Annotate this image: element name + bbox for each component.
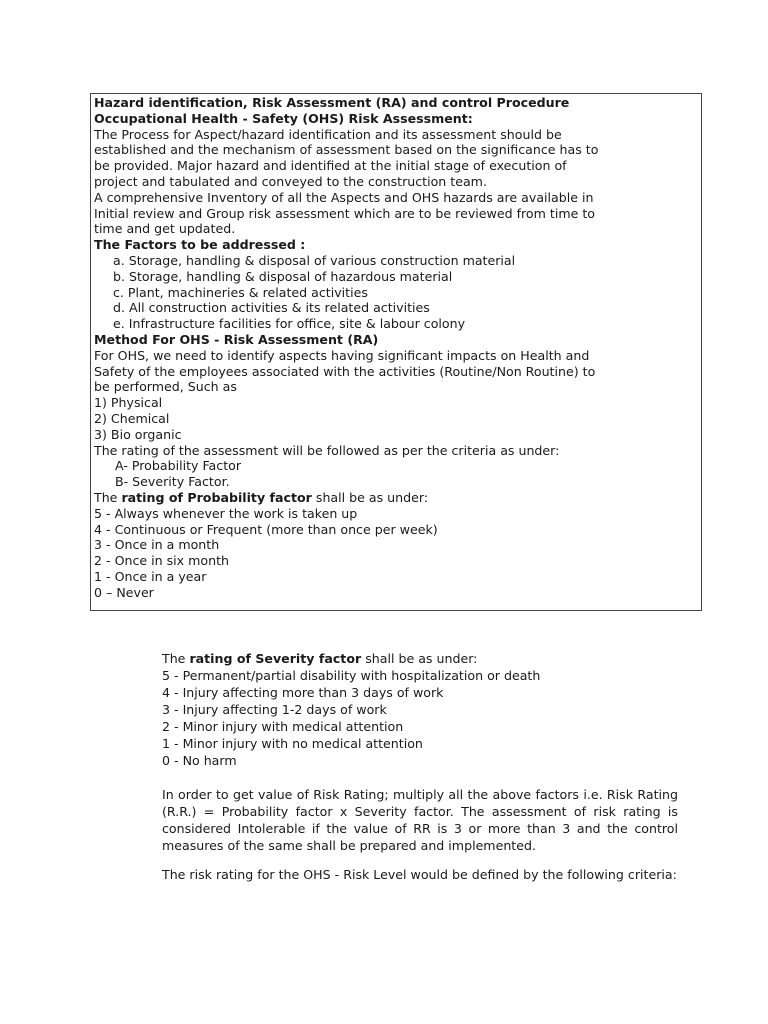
method-line: 1) Physical [94,395,163,411]
probability-suffix: shall be as under: [311,489,429,505]
severity-prefix: The [162,651,190,666]
criteria-item: B- Severity Factor. [115,474,230,490]
severity-bold: rating of Severity factor [189,651,362,666]
severity-section [162,650,678,769]
intro-line: The Process for Aspect/hazard identification and its assessment should be [94,126,562,142]
factors-heading: The Factors to be addressed : [94,237,306,253]
method-line: 3) Bio organic [94,426,182,442]
intro-line: project and tabulated and conveyed to the construction team. [94,173,487,189]
factor-item: e. Infrastructure facilities for office, site & labour colony [113,316,466,332]
severity-item: 2 - Minor injury with medical attention [162,719,404,734]
probability-item: 1 - Once in a year [94,568,207,584]
severity-item: 4 - Injury affecting more than 3 days of work [162,685,444,700]
method-line: For OHS, we need to identify aspects having significant impacts on Health and [94,347,590,363]
probability-item: 0 – Never [94,584,154,600]
factor-item: d. All construction activities & its related activities [113,300,430,316]
probability-item: 5 - Always whenever the work is taken up [94,505,358,521]
risk-rating-paragraph: In order to get value of Risk Rating; multiply all the above factors i.e. Risk Rating (R.R.) = Probability factor x Severity factor. The assessment of risk rating is considered Intolerable if the value of RR is 3 or more than 3 and the control measures of the same shall be prepared and implemented. [162,787,678,853]
procedure-box [90,93,702,611]
factor-item: a. Storage, handling & disposal of various construction material [113,252,516,268]
severity-suffix: shall be as under: [361,651,478,666]
probability-bold: rating of Probability factor [121,489,312,505]
severity-heading [162,650,678,667]
intro-line: Initial review and Group risk assessment which are to be reviewed from time to [94,205,595,221]
probability-item: 4 - Continuous or Frequent (more than once per week) [94,521,438,537]
intro-line: be provided. Major hazard and identified at the initial stage of execution of [94,158,567,174]
method-line: Safety of the employees associated with the activities (Routine/Non Routine) to [94,363,596,379]
factor-item: c. Plant, machineries & related activities [113,284,368,300]
probability-prefix: The [94,489,122,505]
factor-item: b. Storage, handling & disposal of hazardous material [113,268,453,284]
probability-item: 2 - Once in six month [94,553,230,569]
criteria-item: A- Probability Factor [115,458,242,474]
intro-line: time and get updated. [94,221,236,237]
severity-item: 5 - Permanent/partial disability with hospitalization or death [162,668,541,683]
intro-line: A comprehensive Inventory of all the Aspects and OHS hazards are available in [94,189,594,205]
method-line: be performed, Such as [94,379,237,395]
probability-item: 3 - Once in a month [94,537,220,553]
risk-level-paragraph: The risk rating for the OHS - Risk Level would be defined by the following criteria: [162,867,677,882]
procedure-title: Hazard identification, Risk Assessment (RA) and control Procedure [94,95,570,110]
severity-item: 1 - Minor injury with no medical attention [162,736,423,751]
severity-item: 3 - Injury affecting 1-2 days of work [162,702,387,717]
intro-line: established and the mechanism of assessment based on the significance has to [94,142,599,158]
method-heading: Method For OHS - Risk Assessment (RA) [94,331,379,347]
severity-item: 0 - No harm [162,753,237,768]
method-line: The rating of the assessment will be followed as per the criteria as under: [94,442,560,458]
method-line: 2) Chemical [94,410,170,426]
ohs-heading: Occupational Health - Safety (OHS) Risk Assessment: [94,110,473,126]
probability-heading [94,490,698,506]
